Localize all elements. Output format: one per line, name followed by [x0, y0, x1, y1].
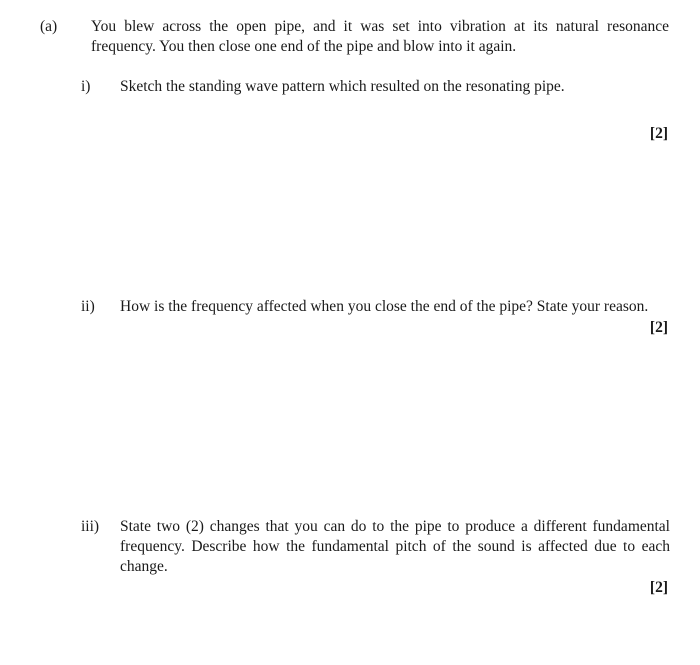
part-ii-number: ii) — [81, 298, 95, 315]
part-iii-text: State two (2) changes that you can do to the pipe to produce a different fundamental frequency. Describe how the fundamental pitch of the sound is affected due to each change. — [120, 518, 670, 575]
part-ii-text: How is the frequency affected when you close the end of the pipe? State your reason. — [120, 298, 649, 315]
part-i-number: i) — [81, 78, 91, 95]
part-iii-number: iii) — [81, 518, 100, 535]
question-intro: You blew across the open pipe, and it was set into vibration at its natural resonance frequency. You then close one end of the pipe and blow into it again. — [91, 18, 669, 55]
part-iii-marks: [2] — [649, 579, 668, 596]
question-label: (a) — [40, 18, 58, 35]
part-i-marks: [2] — [649, 125, 668, 142]
part-i-text: Sketch the standing wave pattern which resulted on the resonating pipe. — [120, 78, 565, 95]
part-ii-marks: [2] — [649, 319, 668, 336]
